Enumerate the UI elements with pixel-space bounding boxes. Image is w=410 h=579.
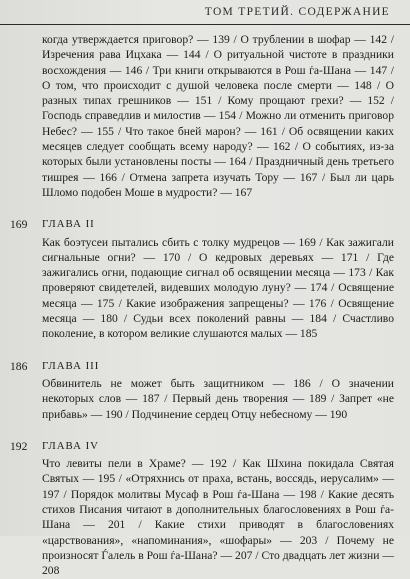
chapter-title: ГЛАВА IV xyxy=(42,439,99,452)
chapter-text: Как боэтусеи пытались сбить с толку мудрецов — 169 / Как зажигали сигнальные огни? — 170 / О кедровых деревьях — 171 / Где зажигались огни, подающие сигнал об освящении месяца — 173 / Как проверяют свидетелей, видевших молодую луну? — 174 / Освящение месяца — 175 / Какие изображения запрещены? — 176 / Освящение месяца — 180 / Судьи всех поколений равны — 184 / Счастливо поколение, в котором великие слушаются малых — 185 xyxy=(42,235,394,341)
chapter-title: ГЛАВА III xyxy=(42,359,100,372)
running-header: ТОМ ТРЕТИЙ. СОДЕРЖАНИЕ xyxy=(204,6,390,18)
chapter-start-page: 192 xyxy=(10,439,28,453)
chapter-text: когда утверждается приговор? — 139 / О трублении в шофар — 142 / Изречения рава Ицхака — 144 / О ритуальной чистоте в праздники восхождения — 146 / Три книги открываются в Рош ѓа-Шана — 147 / О том, что происходит с душой человека после смерти — 148 / О разных типах грешников — 151 / Кому прощают грехи? — 152 / Господь справедлив и милостив — 154 / Можно ли отменить приговор Небес? — 155 / Что такое бней марон? — 161 / Об освящении каких месяцев следует сообщать всему народу? — 162 / О событиях, из-за которых были установлены посты — 164 / Праздничный день третьего тишрея — 166 / Отмена запрета изучать Тору — 167 / Был ли царь Шломо подобен Моше в мудрости? — 167 xyxy=(42,33,394,199)
chapter-iii xyxy=(0,359,410,422)
chapter-text: Что левиты пели в Храме? — 192 / Как Шхина покидала Святая Святых — 195 / «Отряхнись от праха, встань, воссядь, иерусалим» — 197 / Порядок молитвы Мусаф в Рош ѓа-Шана — 198 / Какие десять стихов Писания читают в дополнительных благословениях в Рош ѓа-Шана — 201 / Какие стихи приводят в благословениях «царствования», «напоминания», «шофары» — 203 / Почему не произносят Ѓалель в Рош ѓа-Шана? — 207 / Сто двадцать лет жизни — 208 xyxy=(42,457,394,578)
header-rule xyxy=(0,24,410,25)
chapter-ii xyxy=(0,217,410,341)
chapter-title: ГЛАВА II xyxy=(42,218,95,231)
chapter-start-page: 186 xyxy=(10,359,28,373)
chapter-start-page: 169 xyxy=(10,218,28,232)
contents-body xyxy=(0,32,410,579)
chapter-text: Обвинитель не может быть защитником — 186 / О значении некоторых слов — 187 / Первый день творения — 189 / Запрет «не прибавь» — 190 / Подчинение сердец Отцу небесному — 190 xyxy=(42,376,394,421)
chapter-iv xyxy=(0,439,410,579)
chapter-i-continued xyxy=(0,32,410,200)
